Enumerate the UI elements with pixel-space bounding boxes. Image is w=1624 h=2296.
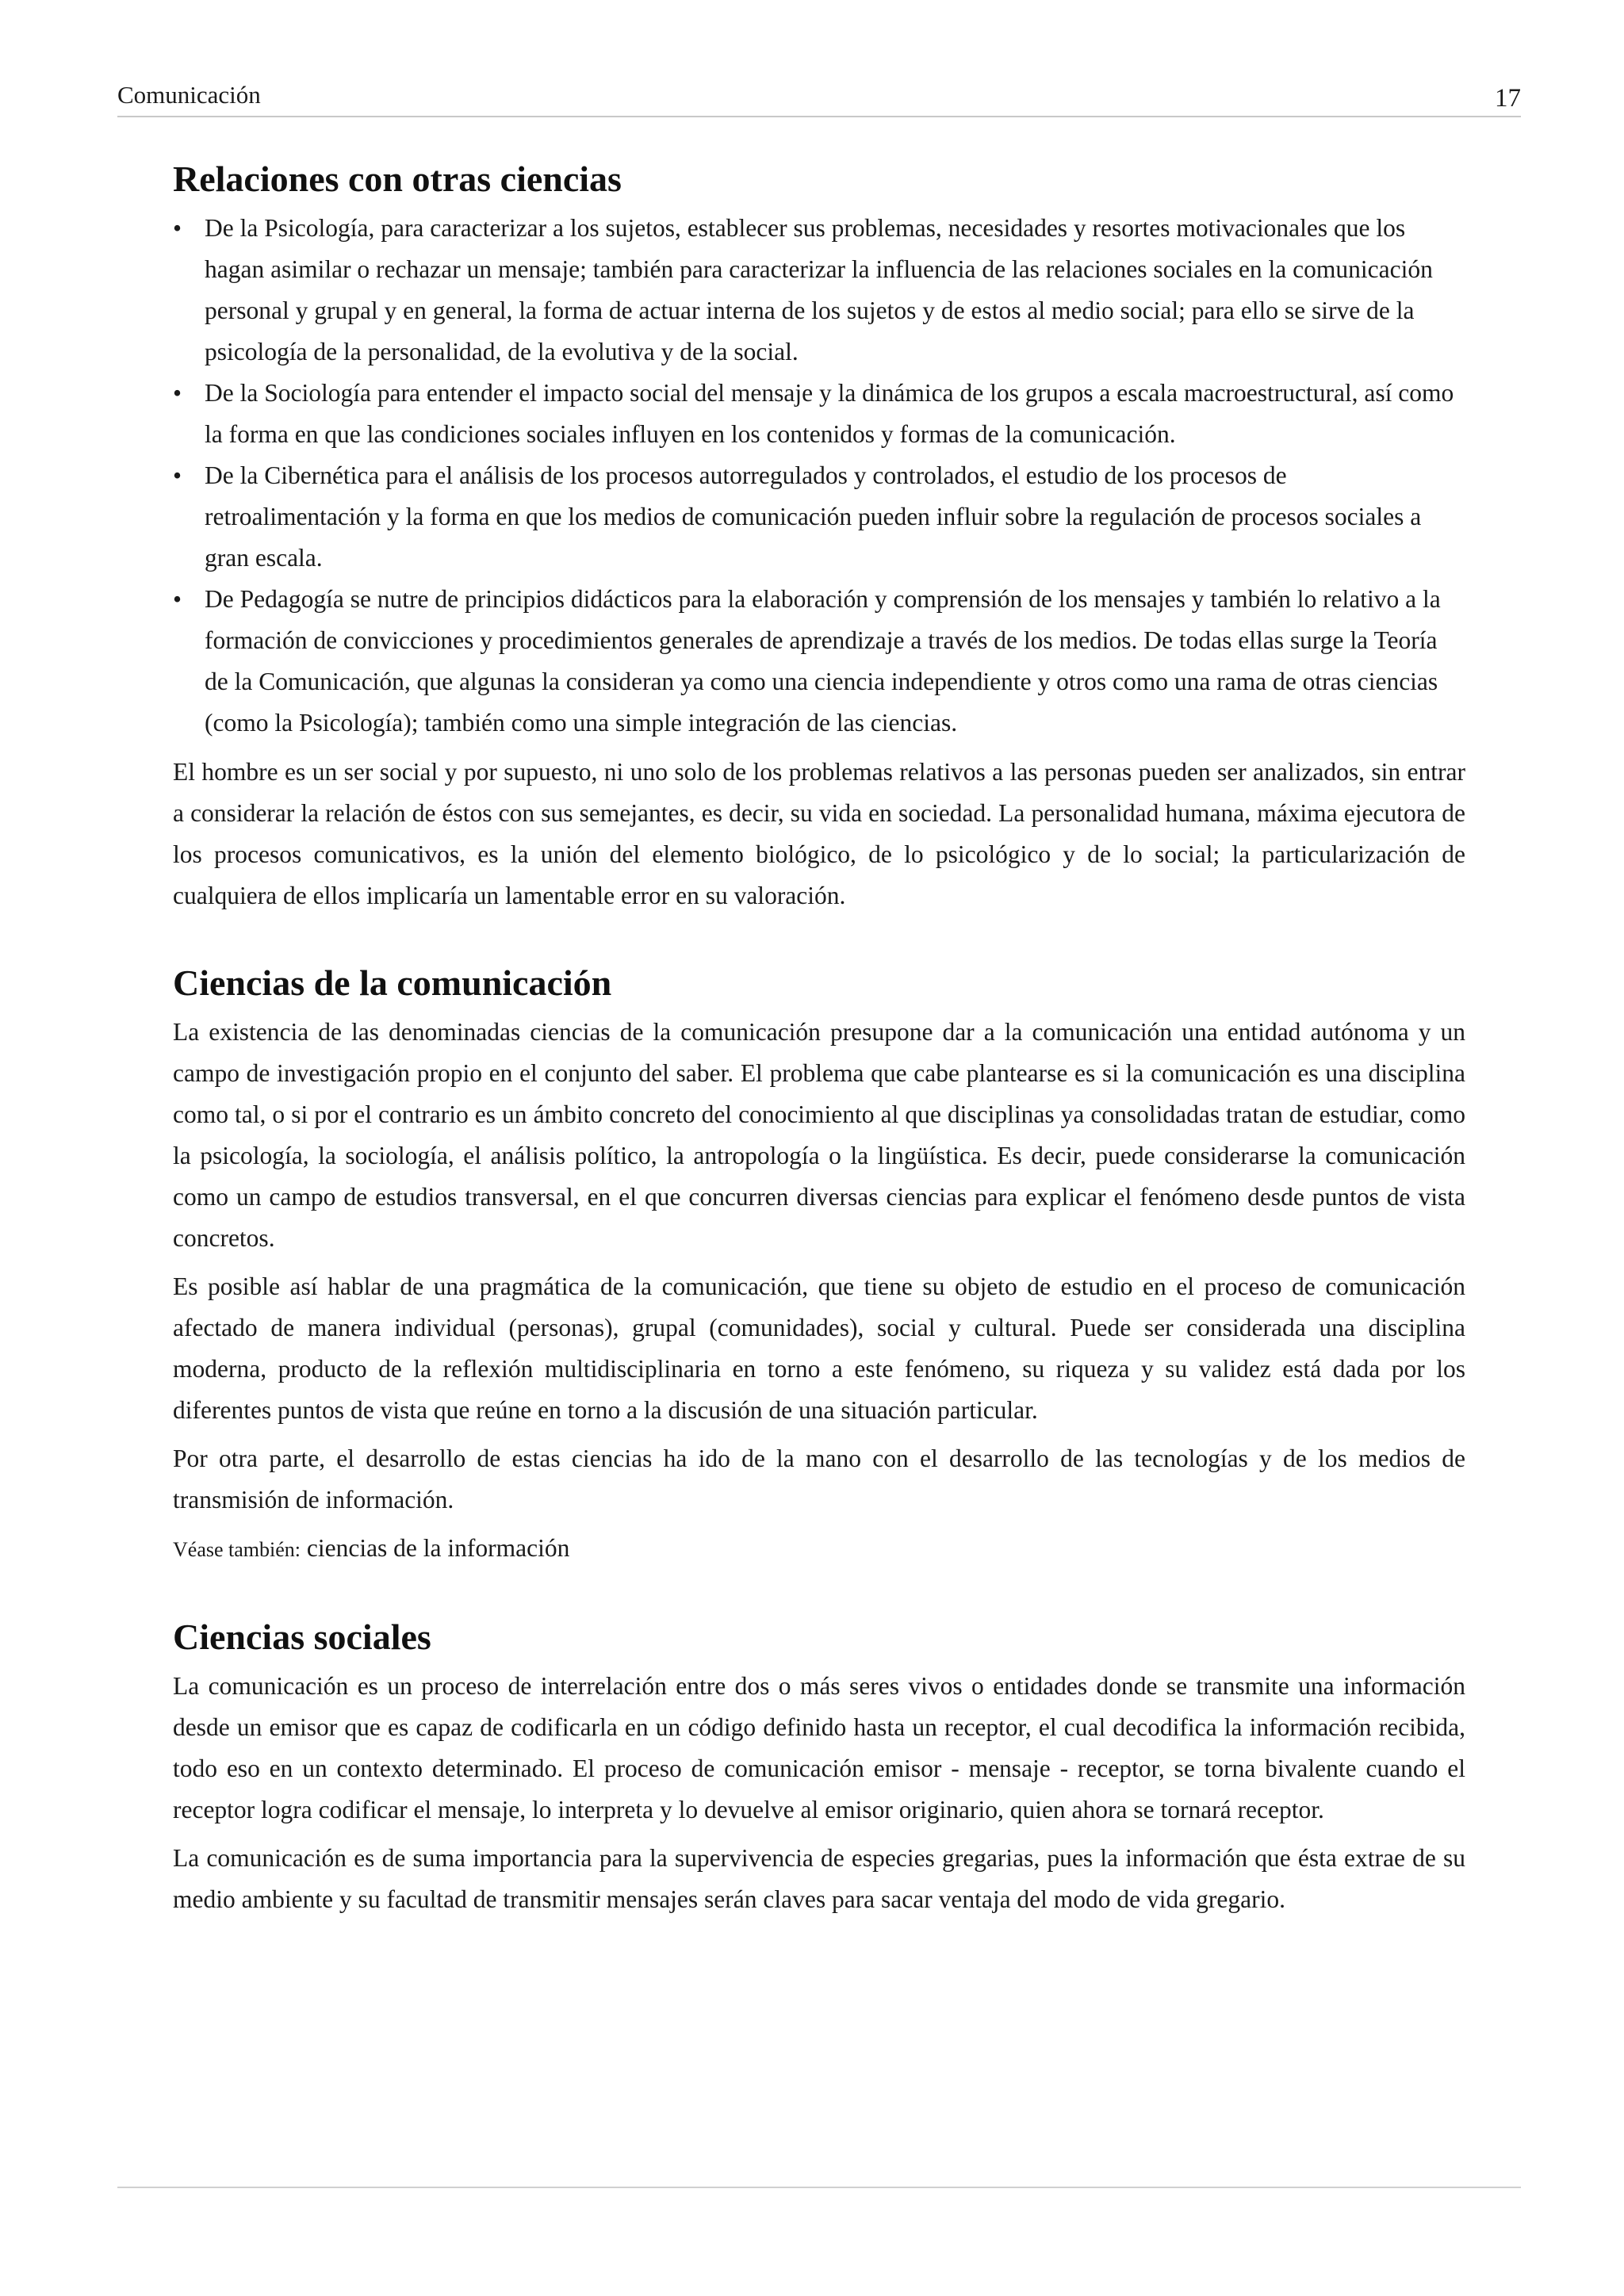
list-item-text: De la Psicología, para caracterizar a los sujetos, establecer sus problemas, necesidades y resortes motivacionales que los hagan asimilar o rechazar un mensaje; también para caracterizar la influencia de las relaciones sociales en la comunicación personal y grupal y en general, la forma de actuar interna de los sujetos y de estos al medio social; para ello se sirve de la psicología de la personalidad, de la evolutiva y de la social. xyxy=(205,214,1433,365)
bullet-glyph: • xyxy=(173,585,182,613)
paragraph: Por otra parte, el desarrollo de estas ciencias ha ido de la mano con el desarrollo de las tecnologías y de los medios de transmisión de información. xyxy=(173,1445,1465,1513)
list-item xyxy=(173,373,1465,455)
page-number: 17 xyxy=(1495,84,1521,113)
relaciones-paragraph: El hombre es un ser social y por supuesto, ni uno solo de los problemas relativos a las personas pueden ser analizados, sin entrar a considerar la relación de éstos con sus semejantes, es decir, su vida en sociedad. La personalidad humana, máxima ejecutora de los procesos comunicativos, es la unión del elemento biológico, de lo psicológico y de lo social; la particularización de cualquiera de ellos implicaría un lamentable error en su valoración. xyxy=(173,758,1465,909)
list-item-text: De Pedagogía se nutre de principios didácticos para la elaboración y comprensión de los mensajes y también lo relativo a la formación de convicciones y procedimientos generales de aprendizaje a través de los medios. De todas ellas surge la Teoría de la Comunicación, que algunas la consideran ya como una ciencia independiente y otros como una rama de otras ciencias (como la Psicología); también como una simple integración de las ciencias. xyxy=(205,585,1441,737)
section-heading-ciencias-sociales: Ciencias sociales xyxy=(173,1617,431,1657)
list-item xyxy=(173,579,1465,744)
see-also-label: Véase también: xyxy=(173,1538,301,1561)
paragraph: La existencia de las denominadas ciencias de la comunicación presupone dar a la comunicación una entidad autónoma y un campo de investigación propio en el conjunto del saber. El problema que cabe plantearse es si la comunicación es una disciplina como tal, o si por el contrario es un ámbito concreto del conocimiento al que disciplinas ya consolidadas tratan de estudiar, como la psicología, la sociología, el análisis político, la antropología o la lingüística. Es decir, puede considerarse la comunicación como un campo de estudios transversal, en el que concurren diversas ciencias para explicar el fenómeno desde puntos de vista concretos. xyxy=(173,1018,1465,1252)
paragraph: La comunicación es de suma importancia para la supervivencia de especies gregarias, pues la información que ésta extrae de su medio ambiente y su facultad de transmitir mensajes serán claves para sacar ventaja del modo de vida gregario. xyxy=(173,1844,1465,1913)
list-item xyxy=(173,455,1465,579)
see-also-note xyxy=(173,1528,1465,1571)
bullet-glyph: • xyxy=(173,214,182,242)
section-heading-relaciones: Relaciones con otras ciencias xyxy=(173,159,622,199)
running-title: Comunicación xyxy=(117,81,261,109)
footer-divider xyxy=(117,2187,1521,2188)
paragraph: Es posible así hablar de una pragmática de la comunicación, que tiene su objeto de estudio en el proceso de comunicación afectado de manera individual (personas), grupal (comunidades), social y cultural. Puede ser considerada una disciplina moderna, producto de la reflexión multidisciplinaria en torno a este fenómeno, su riqueza y su validez está dada por los diferentes puntos de vista que reúne en torno a la discusión de una situación particular. xyxy=(173,1272,1465,1424)
bullet-glyph: • xyxy=(173,379,182,407)
section-heading-ciencias-comunicacion: Ciencias de la comunicación xyxy=(173,962,612,1003)
page-header xyxy=(117,79,1521,117)
bullet-glyph: • xyxy=(173,461,182,489)
see-also-link[interactable]: ciencias de la información xyxy=(306,1534,570,1562)
paragraph: La comunicación es un proceso de interrelación entre dos o más seres vivos o entidades donde se transmite una información desde un emisor que es capaz de codificarla en un código definido hasta un receptor, el cual decodifica la información recibida, todo eso en un contexto determinado. El proceso de comunicación emisor - mensaje - receptor, se torna bivalente cuando el receptor logra codificar el mensaje, lo interpreta y lo devuelve al emisor originario, quien ahora se tornará receptor. xyxy=(173,1672,1465,1823)
article-body xyxy=(173,157,1465,1927)
list-item-text: De la Sociología para entender el impacto social del mensaje y la dinámica de los grupos a escala macroestructural, así como la forma en que las condiciones sociales influyen en los contenidos y formas de la comunicación. xyxy=(205,379,1454,448)
list-item-text: De la Cibernética para el análisis de los procesos autorregulados y controlados, el estudio de los procesos de retroalimentación y la forma en que los medios de comunicación pueden influir sobre la regulación de procesos sociales a gran escala. xyxy=(205,461,1422,572)
list-item xyxy=(173,208,1465,373)
relaciones-bullet-list xyxy=(173,208,1465,744)
